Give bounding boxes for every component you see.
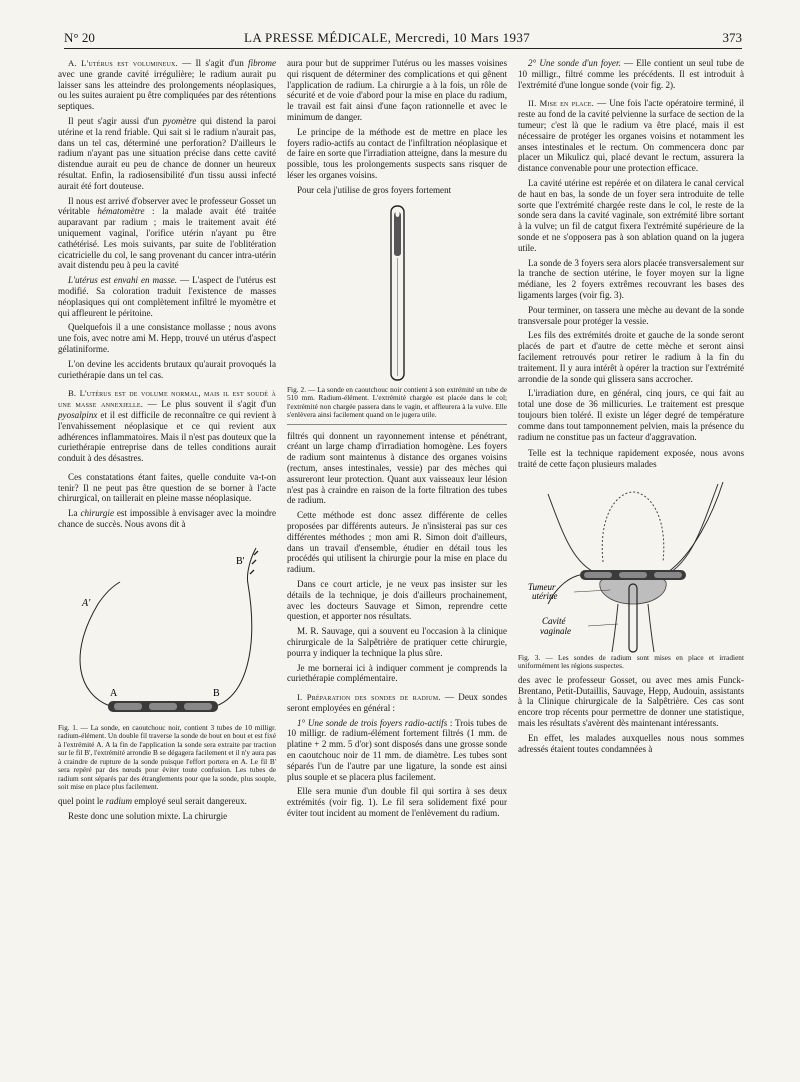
issue-number: N° 20 (64, 30, 95, 45)
paragraph: Reste donc une solution mixte. La chirurgie (68, 810, 228, 821)
paragraph: II. Mise en place. — Une fois l'acte opératoire terminé, il reste au fond de la cavité pelvienne la surface de section de la tumeur; c'est là que le radium va être placé, mais il est nécessaire de protéger les organes voisins et notamment les anses intestinales et le rectum. On commencera donc par placer un Mikulicz qui, placé devant le rectum, assurera la distance convenable pour une protection efficace. (518, 98, 744, 174)
figure-3-radium-tube-3 (654, 572, 682, 578)
figure-3-pelvic-wall-right (668, 484, 718, 574)
paragraph: 2° Une sonde d'un foyer. — Elle contient un seul tube de 10 milligr., filtré comme les précédents. Il est introduit à l'extrémité d'une longue sonde (voir fig. 2). (518, 58, 744, 90)
figure-3-caption: Fig. 3. — Les sondes de radium sont mises en place et irradient uniformément les régions suspectes. (518, 652, 744, 671)
figure-1-thread-right (216, 548, 256, 706)
journal-title: LA PRESSE MÉDICALE, Mercredi, 10 Mars 1937 (244, 30, 531, 45)
figure-2-caption: Fig. 2. — La sonde en caoutchouc noir contient à son extrémité un tube de 510 mm. Radium-élément. L'extrémité chargée est placée dans le col; l'extrémité non chargée passera dans le vagin, et affleurera à la vulve. Elle s'enlèvera ainsi facilement quand on le jugera utile. (287, 384, 507, 420)
figure-1-radium-tube-1 (114, 703, 142, 710)
figure-1-label-a-prime: A' (82, 597, 91, 609)
figure-1-label-a: A (110, 687, 118, 699)
figure-1-label-b-prime: B' (236, 555, 245, 567)
figure-3-label-cavity-2: vaginale (540, 625, 571, 636)
figure-3-pelvic-wall-left (548, 494, 598, 574)
figure-1-radium-tube-2 (149, 703, 177, 710)
figure-2-probe-eye (396, 211, 400, 217)
paragraph: quel point le radium employé seul serait dangereux. (58, 795, 247, 806)
figure-3-bladder (602, 492, 664, 562)
paragraph: L'irradiation dure, en général, cinq jours, ce qui fait au total une dose de 36 millicuries. Le traitement est presque toujours bien toléré. Il existe un léger degré de température comme dans tout tamponnement pelvien, mais la présence du radium ne constitue pas un facteur d'aggravation. (518, 388, 744, 442)
divider (287, 424, 507, 425)
paragraph: Il peut s'agir aussi d'un pyomètre qui distend la paroi utérine et la rend friable. Qui sait si le radium n'aurait pas, dans un tel cas, déterminé une perforation? D'ailleurs le radium n'ayant pas une situation précise dans cette cavité distendue aurait eu peu de chance de donner un heureux résultat. Enfin, la radiosensibilité d'un tissu aussi infecté aurait été fort douteuse. (58, 115, 276, 191)
paragraph: I. Préparation des sondes de radium. — Deux sondes seront employées en général : (287, 692, 508, 713)
figure-1-radium-tube-3 (184, 703, 212, 710)
paragraph: En effet, les malades auxquelles nous nous sommes adressés étaient toutes condamnées à (518, 732, 744, 754)
paragraph: L'on devine les accidents brutaux qu'aurait provoqués la curiethérapie dans un tel cas. (58, 358, 276, 380)
paragraph: Quelquefois il a une consistance mollasse ; nous avons une fois, avec notre ami M. Hepp, trouvé un utérus d'aspect gélatiniforme. (58, 322, 276, 354)
paragraph: Il nous est arrivé d'observer avec le professeur Gosset un véritable hématomètre : la malade avait été traitée auparavant par radium ; mais le traitement avait été uniquement vaginal, l'orifice utérin n'ayant pu être cathétérisé. Les mois suivants, par suite de l'oblitération cicatricielle du col, le sang provenant du cancer intra-utérin avait distendu peu à peu la cavité (58, 195, 276, 271)
page-number: 373 (722, 30, 742, 45)
paragraph: La cavité utérine est repérée et on dilatera le canal cervical de haut en bas, la sonde de un foyer sera introduite de telle sorte que l'extrémité chargée reste dans le col, le reste de la sonde sera dans la cavité vaginale, son extrémité libre sortant à la vulve; un fil de catgut fixera l'extrémité supérieure de la sonde et ne s'opposera pas à son ablation quand on la jugera utile. (518, 177, 744, 253)
paragraph: Cette méthode est donc assez différente de celles proposées par différents auteurs. Je n'insisterai pas sur ces différentes méthodes ; mon ami R. Simon doit d'ailleurs, dans un travail d'ensemble, étudier en détail tous les procédés qui utilisent la chirurgie pour la mise en place du radium. (287, 510, 507, 575)
paragraph: Telle est la technique rapidement exposée, nous avons traité de cette façon plusieurs malades (518, 448, 744, 470)
figure-3-thread-right (668, 482, 723, 572)
figure-3-label-tumour: Tumeur (528, 581, 556, 592)
paragraph: Ces constatations étant faites, quelle conduite va-t-on tenir? Il ne peut pas être question de se borner à l'acte chirurgical, on taillerait en pleine masse néoplasique. (58, 471, 276, 504)
figure-1-knots (250, 551, 258, 574)
figure-1-probe-diagram (58, 534, 276, 724)
figure-2-probe-diagram (287, 200, 507, 386)
paragraph: La chirurgie est impossible à envisager avec la moindre chance de succès. Nous avons dit à (58, 508, 276, 530)
paragraph: La sonde de 3 foyers sera alors placée transversalement sur la tranche de section utérine, le foyer moyen sur la ligne médiane, les 2 foyers extrêmes recouvrant les bases des ligaments larges (voir fig. 3). (518, 257, 744, 300)
figure-1-caption: Fig. 1. — La sonde, en caoutchouc noir, contient 3 tubes de 10 milligr. radium-élément. Un double fil traverse la sonde de bout en bout et est fixé à l'extrémité A. A la fin de l'application la sonde sera extraite par traction sur le fil B', l'extrémité arrondie B se dégagera facilement et il n'y aura pas à craindre de rupture de la sonde puisque l'effort portera en A. Le fil B' sera repéré par des nœuds pour éviter toute confusion. Les tubes de radium sont séparés par des étranglements pour que la sonde, plus souple, soit mise en place plus facilement. (58, 722, 276, 792)
column-3 (518, 58, 744, 758)
paragraph: Le principe de la méthode est de mettre en place les foyers radio-actifs au contact de l'infiltration néoplasique et de faire en sorte que l'irradiation atteigne, dans la mesure du possible, tous les prolongements suspects sans risquer de léser les organes voisins. (287, 126, 507, 180)
paragraph: Pour cela j'utilise de gros foyers fortement (297, 184, 452, 195)
paragraph: filtrés qui donnent un rayonnement intense et pénétrant, créant un large champ d'irradiation homogène. Les foyers de radium sont maintenus à distance des organes voisins (rectum, anses intestinales, vessie) par des mèches qui assureront leur protection. Quant aux vaisseaux leur lésion n'est pas à craindre en raison de la forte filtration des tubes de radium. (287, 430, 507, 506)
figure-3-label-tumour-2: utérine (532, 590, 558, 601)
paragraph: Dans ce court article, je ne veux pas insister sur les détails de la technique, je dois d'ailleurs prochainement, avec les docteurs Sauvage et Simon, reprendre cette question, et apporter nos résultats. (287, 578, 507, 622)
paragraph: aura pour but de supprimer l'utérus ou les masses voisines qui risquent de déterminer des complications et qui gênent l'application de radium. La chirurgie a à la fois, un rôle de sécurité et de voie d'abord pour la mise en place du radium, le travail est fait ainsi d'une façon rationnelle et avec le minimum de danger. (287, 58, 507, 122)
figure-3-label-cavity: Cavité (542, 615, 566, 626)
figure-3-pelvis-diagram (518, 474, 744, 654)
column-2 (287, 58, 507, 823)
figure-3-leader-cavity (588, 624, 618, 626)
figure-3-radium-tube-2 (619, 572, 647, 578)
paragraph: A. L'utérus est volumineux. — Il s'agit d'un fibrome avec une grande cavité irrégulière; le radium aurait pu laisser sans les atteindre des prolongements néoplasiques, ou les suites auraient pu être compliquées par des rétentions septiques. (58, 58, 276, 112)
page-header (64, 30, 742, 49)
figure-3-vagina (612, 604, 654, 652)
paragraph: M. R. Sauvage, qui a souvent eu l'occasion à la clinique chirurgicale de la Salpêtrière de pratiquer cette chirurgie, pourra y indiquer la technique la plus sûre. (287, 626, 507, 658)
figure-3-radium-tube-1 (584, 572, 612, 578)
paragraph: Elle sera munie d'un double fil qui sortira à ses deux extrémités (voir fig. 1). Le fil sera solidement fixé pour éviter tout incident au moment de l'enlèvement du radium. (287, 786, 507, 819)
paragraph: B. L'utérus est de volume normal, mais il est soudé à une masse annexielle. — Le plus souvent il s'agit d'un pyosalpinx et il est difficile de reconnaître ce qui revient à l'envahissement néoplasique et ce qui revient aux adhérences inflammatoires. Mais il n'est pas douteux que la curiethérapie entreprise dans de telles conditions aurait conduit à des désastres. (58, 388, 276, 464)
figure-2-radium-tube (394, 212, 401, 256)
figure-1-label-b: B (213, 687, 220, 699)
paragraph: 1° Une sonde de trois foyers radio-actifs : Trois tubes de 10 milligr. de radium-élément fortement filtrés (1 mm. de platine + 2 mm. 5 d'or) sont disposés dans une grosse sonde en caoutchouc noir de 11 mm. de diamètre. Les tubes sont séparés l'un de l'autre par une ligature, la sonde est ainsi plus souple et se placera plus facilement. (287, 717, 507, 782)
paragraph: des avec le professeur Gosset, ou avec mes amis Funck-Brentano, Petit-Dutaillis, Sauvage, Hepp, Audouin, assistants à la Clinique chirurgicale de la Salpêtrière. Ces cas sont encore trop récents pour permettre de donner une statistique, mais les résultats s'avèrent dès maintenant intéressants. (518, 674, 744, 729)
column-1 (58, 58, 276, 825)
paragraph: Les fils des extrémités droite et gauche de la sonde seront placés de part et d'autre de cette mèche et seront ainsi facilement retrouvés pour retirer le radium à la fin du traitement. Il y aura intérêt à opérer la traction sur l'extrémité arrondie de la sonde qui glissera sans accrocher. (518, 330, 744, 384)
paragraph: L'utérus est envahi en masse. — L'aspect de l'utérus est modifié. Sa coloration traduit l'existence de masses néoplasiques qui ont complètement infiltré le myomètre et qui affleurent le péritoine. (58, 275, 277, 318)
paragraph: Pour terminer, on tassera une mèche au devant de la sonde transversale pour protéger la vessie. (518, 304, 744, 326)
paragraph: Je me bornerai ici à indiquer comment je comprends la curiethérapie complémentaire. (287, 662, 507, 684)
